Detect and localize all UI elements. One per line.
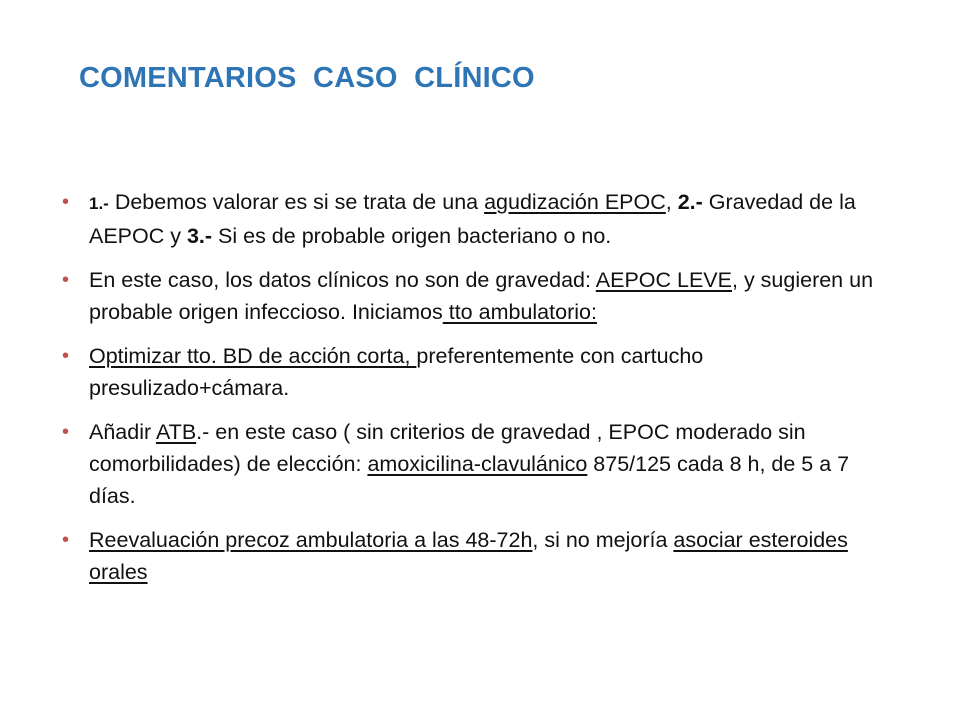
bullet-dot: • <box>62 345 70 367</box>
text-segment: , <box>665 190 678 214</box>
bullet-list <box>62 186 898 600</box>
bullet-item-2 <box>62 264 898 328</box>
text-segment: , y sugieren un probable origen infeccioso. Iniciamos <box>89 268 874 324</box>
text-segment: .- en este caso ( sin criterios de gravedad , EPOC moderado sin comorbilidades) de elección: <box>89 420 806 476</box>
text-segment: En este caso, los datos clínicos no son de gravedad: <box>89 268 596 292</box>
underlined-term: asociar esteroides orales <box>89 528 848 584</box>
text-segment: Si es de probable origen bacteriano o no. <box>212 224 612 248</box>
bullet-dot: • <box>62 421 70 443</box>
bullet-dot: • <box>62 191 70 213</box>
underlined-term: Optimizar tto. BD de acción corta, <box>89 344 417 368</box>
bullet-item-3 <box>62 340 898 404</box>
underlined-term: Reevaluación precoz ambulatoria a las 48-72h <box>89 528 533 552</box>
underlined-term: amoxicilina-clavulánico <box>367 452 588 476</box>
underlined-term: tto ambulatorio: <box>442 300 597 324</box>
text-segment: Gravedad de la AEPOC y <box>89 190 856 248</box>
text-segment: Añadir <box>89 420 156 444</box>
text-segment: preferentemente con cartucho presulizado+cámara. <box>89 344 704 400</box>
slide-title: COMENTARIOS CASO CLÍNICO <box>79 62 535 94</box>
bullet-dot: • <box>62 529 70 551</box>
underlined-term: AEPOC LEVE <box>595 268 732 292</box>
bullet-dot: • <box>62 269 70 291</box>
underlined-term: ATB <box>155 420 197 444</box>
text-segment: , si no mejoría <box>532 528 674 552</box>
item-number: 1.- <box>89 194 109 213</box>
item-number: 3.- <box>186 224 213 248</box>
underlined-term: agudización EPOC <box>484 190 666 214</box>
text-segment: Debemos valorar es si se trata de una <box>108 190 485 214</box>
bullet-item-1 <box>62 186 898 252</box>
bullet-item-4 <box>62 416 898 512</box>
text-segment: 875/125 cada 8 h, de 5 a 7 días. <box>89 452 850 508</box>
item-number: 2.- <box>677 190 703 214</box>
bullet-item-5 <box>62 524 898 588</box>
